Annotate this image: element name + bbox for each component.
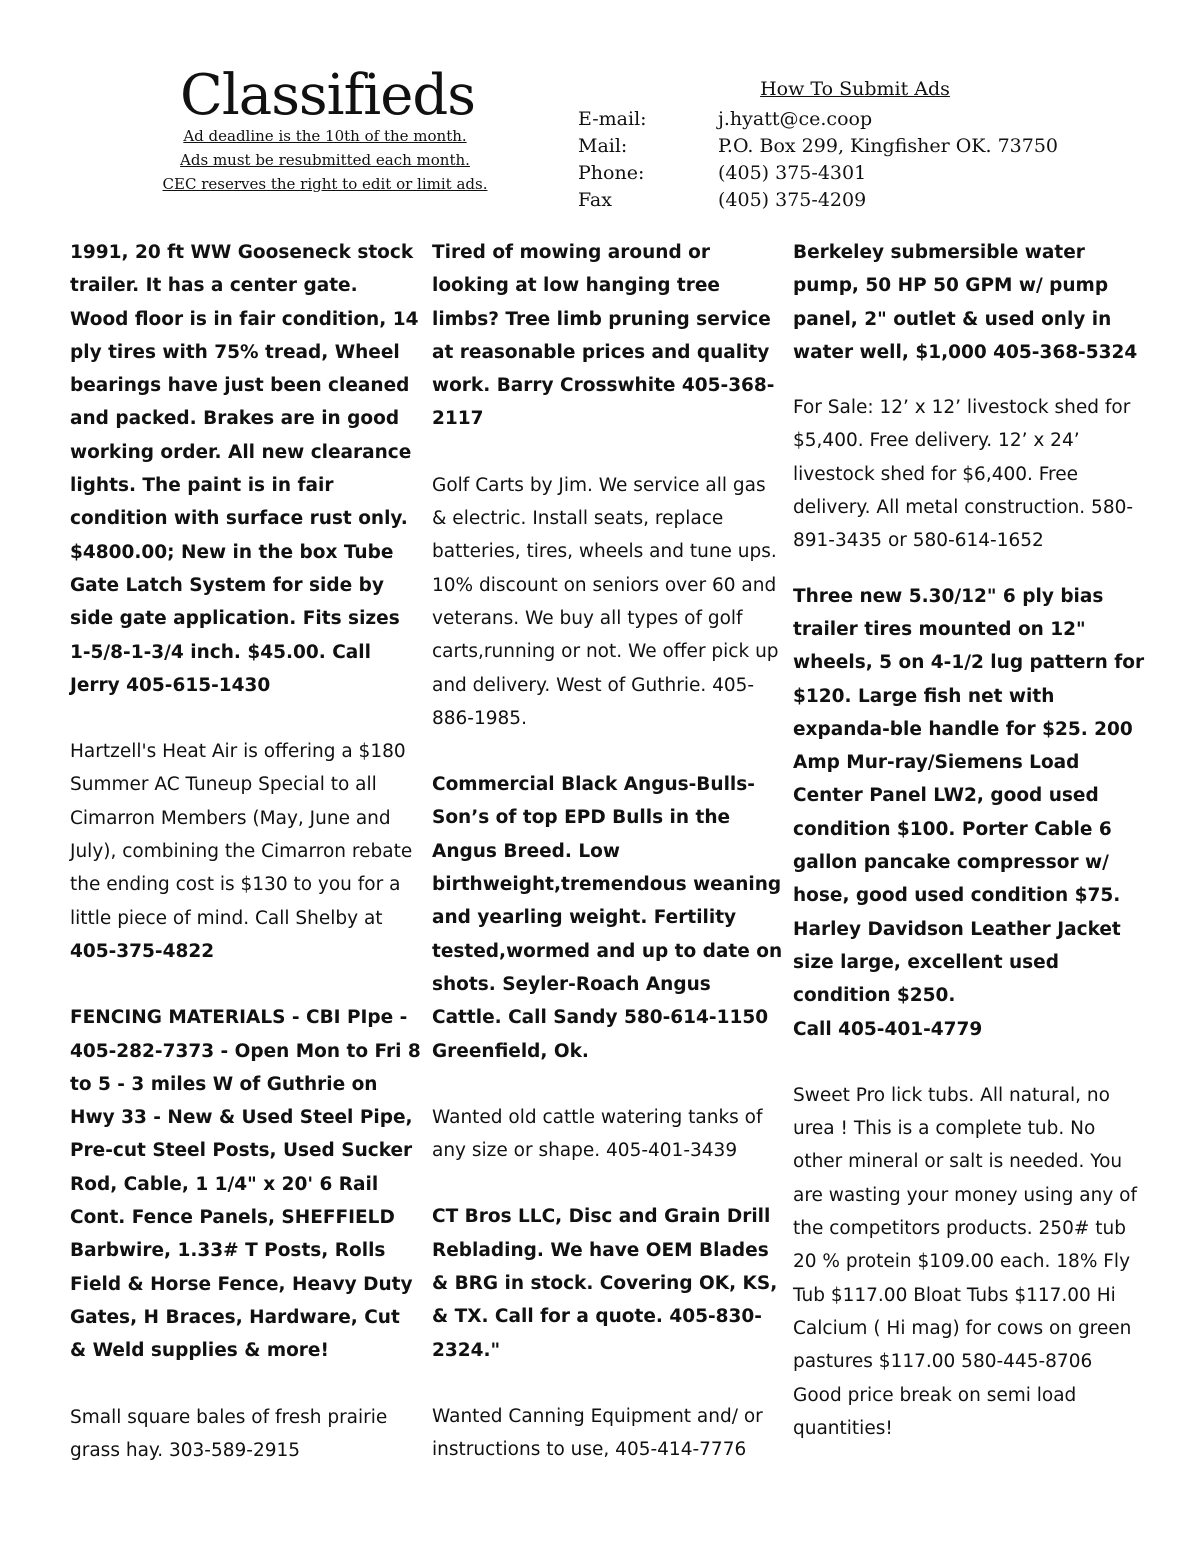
- page-title: Classifieds: [180, 63, 475, 128]
- ad-gooseneck-trailer: 1991, 20 ft WW Gooseneck stock trailer. It has a center gate. Wood floor is in fair condition, 14 ply tires with 75% tread, Wheel bearings have just been cleaned and packed. Brakes are in good working order. All new clearance lights. The paint is in fair condition with surface rust only. $4800.00; New in the box Tube Gate Latch System for side by side gate application. Fits sizes 1-5/8-1-3/4 inch. $45.00. Call Jerry 405-615-1430: [70, 242, 419, 696]
- ad-drill-reblading: CT Bros LLC, Disc and Grain Drill Reblading. We have OEM Blades & BRG in stock. Covering OK, KS, & TX. Call for a quote. 405-830-2324.": [432, 1206, 778, 1361]
- ad-livestock-shed: For Sale: 12’ x 12’ livestock shed for $5,400. Free delivery. 12’ x 24’ livestock shed for $6,400. Free delivery. All metal construction. 580-891-3435 or 580-614-1652: [793, 397, 1134, 552]
- contact-value: P.O. Box 299, Kingfisher OK. 73750: [718, 135, 1059, 157]
- ad-prairie-hay: Small square bales of fresh prairie grass hay. 303-589-2915: [70, 1406, 388, 1461]
- contact-value: j.hyatt@ce.coop: [718, 108, 873, 130]
- contact-row-fax: [578, 187, 1058, 214]
- contact-label: Mail:: [578, 135, 628, 157]
- contact-row-phone: [578, 160, 1058, 187]
- ad-text: Three new 5.30/12" 6 ply bias trailer tires mounted on 12" wheels, 5 on 4-1/2 lug pattern for $120. Large fish net with expanda-ble handle for $25. 200 Amp Mur-ray/Siemens Load Center Panel LW2, good used condition $100. Porter Cable 6 gallon pancake compressor w/ hose, good used condition $75. Harley Davidson Leather Jacket size large, excellent used condition $250.: [793, 585, 1145, 1007]
- ad-watering-tanks: Wanted old cattle watering tanks of any size or shape. 405-401-3439: [432, 1106, 763, 1162]
- classified-column-3: [793, 236, 1145, 1478]
- submit-heading: How To Submit Ads: [760, 78, 950, 100]
- ad-phone: 405-375-4822: [70, 940, 215, 962]
- ad-tree-pruning: Tired of mowing around or looking at low hanging tree limbs? Tree limb pruning service at reasonable prices and quality work. Barry Crosswhite 405-368-2117: [432, 242, 775, 430]
- ad-angus-bulls: Commercial Black Angus-Bulls-Son’s of top EPD Bulls in the Angus Breed. Low birthweight,tremendous weaning and yearling weight. Fertility tested,wormed and up to date on shots. Seyler-Roach Angus Cattle. Call Sandy 580-614-1150 Greenfield, Ok.: [432, 774, 783, 1062]
- ad-canning-equipment: Wanted Canning Equipment and/ or instructions to use, 405-414-7776: [432, 1405, 763, 1461]
- contact-value: (405) 375-4209: [718, 189, 867, 211]
- ad-golf-carts: Golf Carts by Jim. We service all gas & electric. Install seats, replace batteries, tires, wheels and tune ups. 10% discount on seniors over 60 and veterans. We buy all types of golf carts,running or not. We offer pick up and delivery. West of Guthrie. 405-886-1985.: [432, 474, 779, 729]
- ad-text: Hartzell's Heat Air is offering a $180 Summer AC Tuneup Special to all Cimarron Members (May, June and July), combining the Cimarron rebate the ending cost is $130 to you for a little piece of mind. Call Shelby at: [70, 741, 413, 929]
- ad-fencing-materials: FENCING MATERIALS - CBI PIpe - 405-282-7373 - Open Mon to Fri 8 to 5 - 3 miles W of Guthrie on Hwy 33 - New & Used Steel Pipe, Pre-cut Steel Posts, Used Sucker Rod, Cable, 1 1/4" x 20' 6 Rail Cont. Fence Panels, SHEFFIELD Barbwire, 1.33# T Posts, Rolls Field & Horse Fence, Heavy Duty Gates, H Braces, Hardware, Cut & Weld supplies & more!: [70, 1007, 421, 1362]
- note-resubmit: Ads must be resubmitted each month.: [180, 151, 470, 169]
- ad-hartzell-heat-air: [70, 735, 422, 968]
- ad-water-pump: Berkeley submersible water pump, 50 HP 50 GPM w/ pump panel, 2" outlet & used only in water well, $1,000 405-368-5324: [793, 242, 1138, 363]
- contact-label: Fax: [578, 189, 612, 211]
- note-rights: CEC reserves the right to edit or limit ads.: [162, 175, 488, 193]
- note-deadline: Ad deadline is the 10th of the month.: [183, 127, 467, 145]
- contact-label: E-mail:: [578, 108, 647, 130]
- ad-lick-tubs: Sweet Pro lick tubs. All natural, no urea ! This is a complete tub. No other mineral or salt is needed. You are wasting your money using any of the competitors products. 250# tub 20 % protein $109.00 each. 18% Fly Tub $117.00 Bloat Tubs $117.00 Hi Calcium ( Hi mag) for cows on green pastures $117.00 580-445-8706 Good price break on semi load quantities!: [793, 1084, 1137, 1439]
- classified-column-1: [70, 236, 422, 1500]
- ad-phone: Call 405-401-4779: [793, 1018, 983, 1040]
- deadline-notes: [150, 124, 500, 196]
- contact-table: [578, 106, 1058, 214]
- classified-column-2: [432, 236, 784, 1500]
- contact-row-mail: [578, 133, 1058, 160]
- contact-value: (405) 375-4301: [718, 162, 867, 184]
- contact-row-email: [578, 106, 1058, 133]
- contact-label: Phone:: [578, 162, 645, 184]
- ad-trailer-tires: [793, 580, 1145, 1046]
